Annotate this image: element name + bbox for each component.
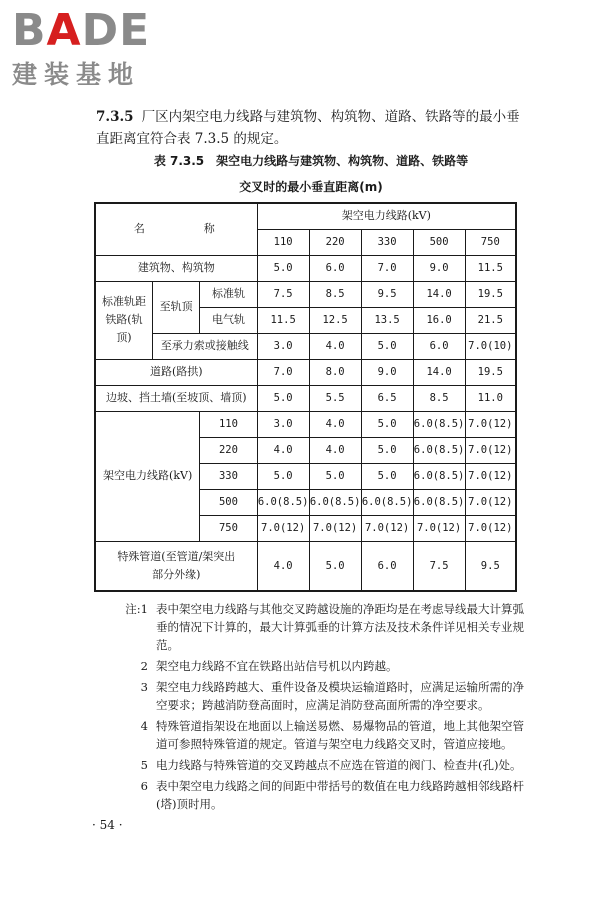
row-label: 750 (200, 515, 257, 541)
clause-paragraph (96, 106, 526, 150)
distance-table (94, 202, 517, 592)
row-label: 至承力索或接触线 (152, 333, 257, 359)
cell-value: 4.0 (309, 437, 361, 463)
header-voltage: 750 (465, 229, 516, 255)
cell-value: 7.0 (361, 255, 413, 281)
cell-value: 7.0(12) (309, 515, 361, 541)
page-number: · 54 · (92, 818, 123, 832)
table-row (95, 333, 516, 359)
cell-value: 19.5 (465, 359, 516, 385)
cell-value: 5.5 (309, 385, 361, 411)
row-sublabel: 至轨顶 (152, 281, 199, 333)
row-group-label: 架空电力线路(kV) (95, 411, 200, 541)
cell-value: 3.0 (257, 411, 309, 437)
cell-value: 5.0 (361, 333, 413, 359)
cell-value: 6.0 (309, 255, 361, 281)
cell-value: 9.5 (361, 281, 413, 307)
note-number: 6 (140, 779, 148, 793)
table-row (95, 281, 516, 307)
logo-subtitle: 建装基地 (12, 60, 141, 89)
cell-value: 5.0 (257, 255, 309, 281)
table-title-line2: 交叉时的最小垂直距离(m) (239, 180, 383, 194)
cell-value: 5.0 (361, 463, 413, 489)
note-item (118, 678, 528, 714)
cell-value: 6.0(8.5) (257, 489, 309, 515)
cell-value: 6.0 (361, 541, 413, 591)
table-row (95, 385, 516, 411)
logo-wordmark: BADE (12, 5, 151, 56)
table-row (95, 541, 516, 591)
table-title-line1: 架空电力线路与建筑物、构筑物、道路、铁路等 (216, 154, 469, 168)
cell-value: 8.5 (309, 281, 361, 307)
table-row (95, 255, 516, 281)
cell-value: 5.0 (257, 385, 309, 411)
cell-value: 8.0 (309, 359, 361, 385)
note-text: 表中架空电力线路与其他交叉跨越设施的净距均是在考虑导线最大计算弧垂的情况下计算的，最大计算弧垂的计算方法及技术条件详见相关专业规范。 (156, 602, 524, 652)
cell-value: 12.5 (309, 307, 361, 333)
note-number: 2 (140, 659, 148, 673)
cell-value: 13.5 (361, 307, 413, 333)
table-notes (118, 600, 528, 816)
cell-value: 9.0 (413, 255, 465, 281)
cell-value: 11.5 (257, 307, 309, 333)
cell-value: 6.0(8.5) (413, 489, 465, 515)
note-number: 注:1 (125, 602, 148, 616)
cell-value: 7.0(12) (361, 515, 413, 541)
cell-value: 7.0(12) (413, 515, 465, 541)
row-label: 建筑物、构筑物 (95, 255, 257, 281)
header-voltage: 110 (257, 229, 309, 255)
cell-value: 7.0(12) (257, 515, 309, 541)
table-caption-line1 (96, 152, 526, 169)
note-text: 特殊管道指架设在地面以上输送易燃、易爆物品的管道，地上其他架空管道可参照特殊管道的规定。管道与架空电力线路交叉时，管道应接地。 (156, 719, 524, 751)
row-label: 电气轨 (200, 307, 257, 333)
cell-value: 6.0(8.5) (413, 411, 465, 437)
cell-value: 3.0 (257, 333, 309, 359)
note-number: 3 (140, 680, 148, 694)
note-item (118, 657, 528, 675)
header-name: 名 称 (95, 203, 257, 255)
cell-value: 9.0 (361, 359, 413, 385)
clause-text: 厂区内架空电力线路与建筑物、构筑物、道路、铁路等的最小垂直距离宜符合表 7.3.5 的规定。 (96, 109, 520, 147)
row-label: 标准轨 (200, 281, 257, 307)
cell-value: 7.0(12) (465, 411, 516, 437)
cell-value: 14.0 (413, 281, 465, 307)
table-row (95, 411, 516, 437)
cell-value: 8.5 (413, 385, 465, 411)
cell-value: 14.0 (413, 359, 465, 385)
row-label: 边坡、挡土墙(至坡顶、墙顶) (95, 385, 257, 411)
note-number: 5 (140, 758, 148, 772)
cell-value: 7.0(10) (465, 333, 516, 359)
clause-number: 7.3.5 (96, 109, 134, 125)
cell-value: 7.0(12) (465, 463, 516, 489)
row-group-label: 标准轨距铁路(轨顶) (95, 281, 152, 359)
cell-value: 11.0 (465, 385, 516, 411)
row-label: 220 (200, 437, 257, 463)
note-item (118, 777, 528, 813)
row-label: 道路(路拱) (95, 359, 257, 385)
cell-value: 7.0(12) (465, 437, 516, 463)
row-label: 330 (200, 463, 257, 489)
brand-logo (12, 5, 182, 90)
cell-value: 6.5 (361, 385, 413, 411)
header-voltage: 500 (413, 229, 465, 255)
header-voltage: 330 (361, 229, 413, 255)
note-number: 4 (140, 719, 148, 733)
cell-value: 5.0 (309, 541, 361, 591)
cell-value: 16.0 (413, 307, 465, 333)
cell-value: 6.0(8.5) (361, 489, 413, 515)
table-number: 表 7.3.5 (153, 154, 205, 168)
cell-value: 21.5 (465, 307, 516, 333)
cell-value: 11.5 (465, 255, 516, 281)
cell-value: 19.5 (465, 281, 516, 307)
header-line-group: 架空电力线路(kV) (257, 203, 516, 229)
cell-value: 5.0 (361, 411, 413, 437)
cell-value: 4.0 (309, 411, 361, 437)
cell-value: 7.5 (413, 541, 465, 591)
cell-value: 6.0(8.5) (413, 463, 465, 489)
note-item (118, 756, 528, 774)
note-text: 架空电力线路不宜在铁路出站信号机以内跨越。 (156, 659, 398, 673)
cell-value: 9.5 (465, 541, 516, 591)
row-label: 特殊管道(至管道/架突出部分外缘) (95, 541, 257, 591)
header-voltage: 220 (309, 229, 361, 255)
cell-value: 4.0 (257, 437, 309, 463)
cell-value: 4.0 (257, 541, 309, 591)
note-text: 表中架空电力线路之间的间距中带括号的数值在电力线路跨越相邻线路杆(塔)顶时用。 (156, 779, 524, 811)
cell-value: 5.0 (257, 463, 309, 489)
cell-value: 7.0 (257, 359, 309, 385)
cell-value: 6.0(8.5) (413, 437, 465, 463)
table-row (95, 359, 516, 385)
note-item (118, 600, 528, 654)
cell-value: 7.5 (257, 281, 309, 307)
note-item (118, 717, 528, 753)
cell-value: 5.0 (361, 437, 413, 463)
row-label: 110 (200, 411, 257, 437)
cell-value: 7.0(12) (465, 489, 516, 515)
row-label: 500 (200, 489, 257, 515)
cell-value: 6.0(8.5) (309, 489, 361, 515)
cell-value: 5.0 (309, 463, 361, 489)
cell-value: 7.0(12) (465, 515, 516, 541)
note-text: 架空电力线路跨越大、重件设备及模块运输道路时，应满足运输所需的净空要求；跨越消防登高面时，应满足消防登高面所需的净空要求。 (156, 680, 524, 712)
cell-value: 6.0 (413, 333, 465, 359)
cell-value: 4.0 (309, 333, 361, 359)
note-text: 电力线路与特殊管道的交叉跨越点不应选在管道的阀门、检查井(孔)处。 (156, 758, 522, 772)
